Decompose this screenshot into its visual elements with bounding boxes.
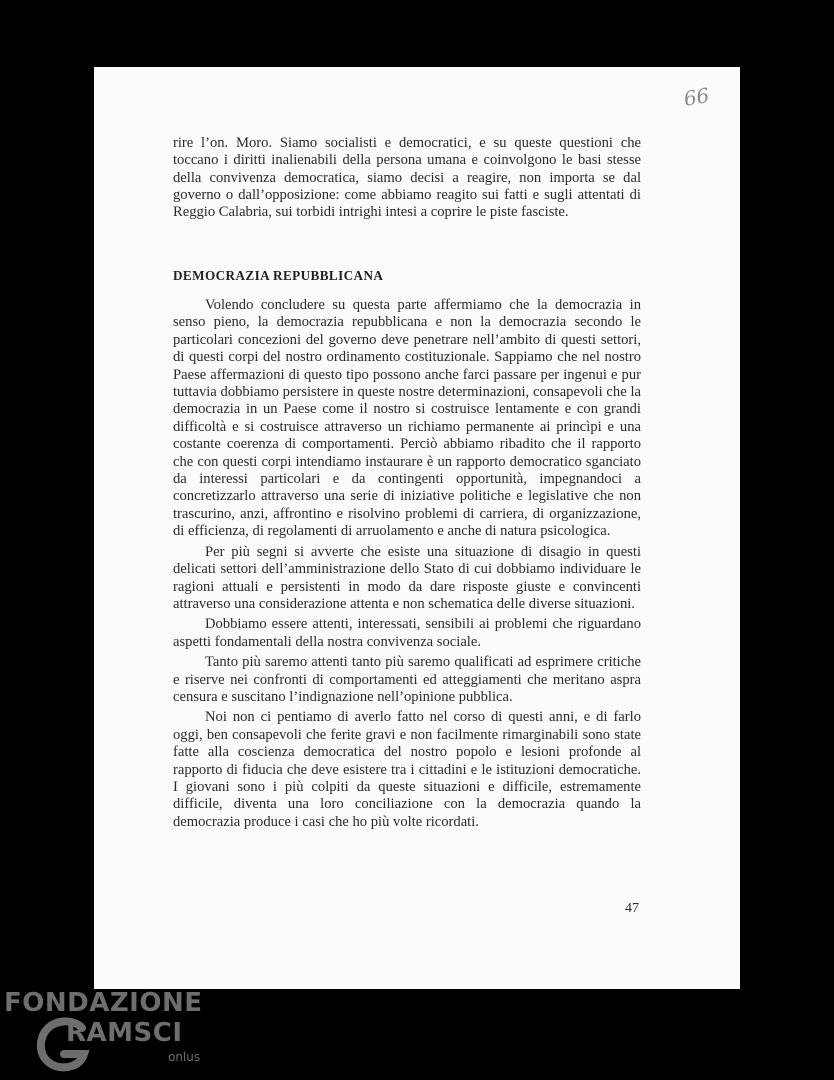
section-heading: DEMOCRAZIA REPUBBLICANA	[173, 268, 384, 283]
fondazione-gramsci-logo	[4, 988, 214, 1076]
page-number: 47	[625, 901, 639, 916]
body-text	[173, 297, 641, 834]
paragraph: Dobbiamo essere attenti, interessati, sensibili ai problemi che riguardano aspetti fondamentali della nostra convivenza sociale.	[173, 616, 641, 650]
logo-text-line2: RAMSCI	[66, 1018, 183, 1048]
paragraph: Tanto più saremo attenti tanto più saremo qualificati ad esprimere critiche e riserve nei confronti di comportamenti ed atteggiamenti che meritano aspra censura e suscitano l’indignazione nell’opinione pubblica.	[173, 654, 641, 705]
handwritten-page-mark: 66	[681, 82, 712, 111]
logo-text-line1: FONDAZIONE	[4, 988, 203, 1018]
paragraph: Volendo concludere su questa parte affermiamo che la democrazia in senso pieno, la democrazia repubblicana e non la democrazia secondo le particolari concezioni del governo deve penetrare nell’ambito di questi settori, di questi corpi del nostro ordinamento costituzionale. Sappiamo che nel nostro Paese affermazioni di questo tipo possono anche farci passare per ingenui e pur tuttavia dobbiamo persistere in queste nostre determinazioni, consapevoli che la democrazia in un Paese come il nostro si costruisce lentamente e con grandi difficoltà e si costruisce attraverso un richiamo permanente ai princìpi e una costante coerenza di comportamenti. Perciò abbiamo ribadito che il rapporto che con questi corpi intendiamo instaurare è un rapporto democratico sganciato da interessi particolari e da contingenti opportunità, impegnandoci a concretizzarlo attraverso una serie di iniziative politiche e legislative che non trascurino, anzi, affrontino e risolvino problemi di carriera, di organizzazione, di efficienza, di regolamenti di arruolamento e anche di natura psicologica.	[173, 297, 641, 540]
paragraph: Noi non ci pentiamo di averlo fatto nel corso di questi anni, e di farlo oggi, ben consapevoli che ferite gravi e non facilmente rimarginabili sono state fatte alla coscienza democratica del nostro popolo e lesioni profonde al rapporto di fiducia che deve esistere tra i cittadini e le istituzioni democratiche. I giovani sono i più colpiti da queste situazioni e difficile, estremamente difficile, diventa una loro conciliazione con la democrazia quando la democrazia produce i casi che ho più volte ricordati.	[173, 709, 641, 830]
logo-suffix: onlus	[168, 1050, 201, 1064]
paragraph: Per più segni si avverte che esiste una situazione di disagio in questi delicati settori dell’amministrazione dello Stato di cui dobbiamo individuare le ragioni attuali e persistenti in modo da dare risposte giuste e convincenti attraverso una considerazione attenta e non schematica delle diverse situazioni.	[173, 543, 641, 612]
opening-paragraph: rire l’on. Moro. Siamo socialisti e democratici, e su queste questioni che toccano i diritti inalienabili della persona umana e coinvolgono le basi stesse della convivenza democratica, siamo decisi a reagire, non importa se dal governo o dall’opposizione: come abbiamo reagito sui fatti e sugli attentati di Reggio Calabria, sui torbidi intrighi intesi a coprire le piste fasciste.	[173, 135, 641, 221]
